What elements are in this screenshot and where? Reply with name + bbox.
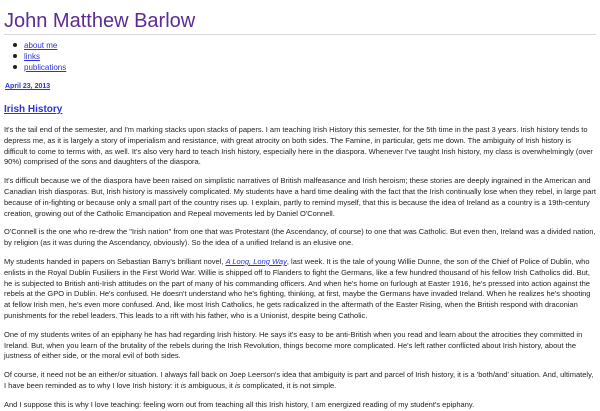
emphasis-is-1: is	[180, 380, 187, 390]
post-paragraph-6-c: complicated, it is not simple.	[240, 380, 337, 390]
post-paragraph-5: One of my students writes of an epiphany he has had regarding Irish history. He says it's easy to be anti-British when you read and learn about the atrocities they committed in Ireland. But, when you learn of the brutality of the rebels during the Irish Revolution, things become more complicated. He's left rather conflicted about Irish history, about the justness of either side, or the moral evil of both sides.	[4, 329, 583, 361]
post-paragraph-1: It's the tail end of the semester, and I'm marking stacks upon stacks of papers. I am teaching Irish History this semester, for the 5th time in the past 3 years. Irish history tends to depress me, as it is largely a story of imperialism and resistance, with great atrocity on both sides. The Famine, in particular, gets me down. The ambiguity of Irish history is difficult to come to terms with, as well. It's also very hard to teach Irish history, especially here in the diaspora. Whenever I've taught Irish history, my class is overwhelmingly (over 90%) comprised of the sons and daughters of the diaspora.	[4, 125, 593, 167]
nav-link-links[interactable]: links	[24, 52, 41, 61]
post-body	[4, 125, 596, 411]
post-paragraph-6-b: ambiguous, it	[186, 380, 235, 390]
nav-item-links	[4, 51, 66, 62]
site-title[interactable]: John Matthew Barlow	[4, 10, 196, 32]
post-paragraph-4-rest: , last week. It is the tale of young Willie Dunne, the son of the Chief of Police of Dublin, who enlists in the Royal Dublin Fusiliers in the First World War. Willie is shipped off to Flanders to fight the Germans, like a few hundred thousand of his fellow Irish Catholics did. But, he is subjected to British anti-Irish attitudes on the part of many of his commanding officers. And when he's home on furlough at Easter 1916, he's pressed into action against the rebels at the GPO in Dublin. He's confused. He doesn't understand who he's fighting, thinking, at first, maybe the Germans have invaded Ireland. When he realizes he's shooting at fellow Irish men, he's even more confused. And, like most Irish Catholics, he gets radicalized in the aftermath of the Easter Rising, when the British respond with draconian punishments for the rebel leaders. This leads to a rift with his father, who is a Unionist, despite being Catholic.	[4, 256, 591, 320]
post-paragraph-2: It's difficult because we of the diaspora have been raised on simplistic narratives of British malfeasance and Irish heroism; these stories are deeply ingrained in the American and Canadian Irish diasporas. But, Irish history is massively complicated. My students have a hard time dealing with the fact that the Irish continually lose when they rebel, in large part because of in-fighting or because only a small part of the country rises up. I explain, partly to remind myself, that this is because the idea of Ireland as a country is a 19th-century creation, growing out of the Catholic Emancipation and Repeal movements led by Daniel O'Connell.	[4, 176, 596, 218]
post-paragraph-4	[4, 257, 596, 322]
page-nav	[4, 40, 66, 73]
nav-item-about-me	[4, 40, 66, 51]
nav-link-publications[interactable]: publications	[24, 63, 67, 72]
emphasis-is-2: is	[234, 380, 241, 390]
post-title[interactable]: Irish History	[4, 104, 63, 115]
post-paragraph-6	[4, 370, 596, 392]
book-link[interactable]: A Long, Long Way	[225, 256, 287, 266]
post-paragraph-7: And I suppose this is why I love teaching: feeling worn out from teaching all this Irish history, I am energized reading of my student's epiphany.	[4, 399, 475, 409]
post-paragraph-4-intro: My students handed in papers on Sebastian Barry's brilliant novel,	[4, 256, 226, 266]
title-divider	[4, 34, 596, 35]
nav-link-about-me[interactable]: about me	[24, 41, 58, 50]
nav-item-publications	[4, 62, 66, 73]
post-date[interactable]: April 23, 2013	[5, 83, 51, 90]
post-paragraph-6-a: Of course, it need not be an either/or situation. I always fall back on Joep Leerson's idea that ambiguity is part and parcel of Irish history, it is a 'both/and' situation. And, ultimately, I have been reminded as to why I love Irish history: it	[4, 370, 594, 390]
post-paragraph-3: O'Connell is the one who re-drew the "Irish nation" from one that was Protestant (the Ascendancy, of course) to one that was Catholic. But even then, Ireland was a divided nation, by religion (as it was during the Ascendancy, obviously). So the idea of a unified Ireland is an elusive one.	[4, 227, 596, 248]
